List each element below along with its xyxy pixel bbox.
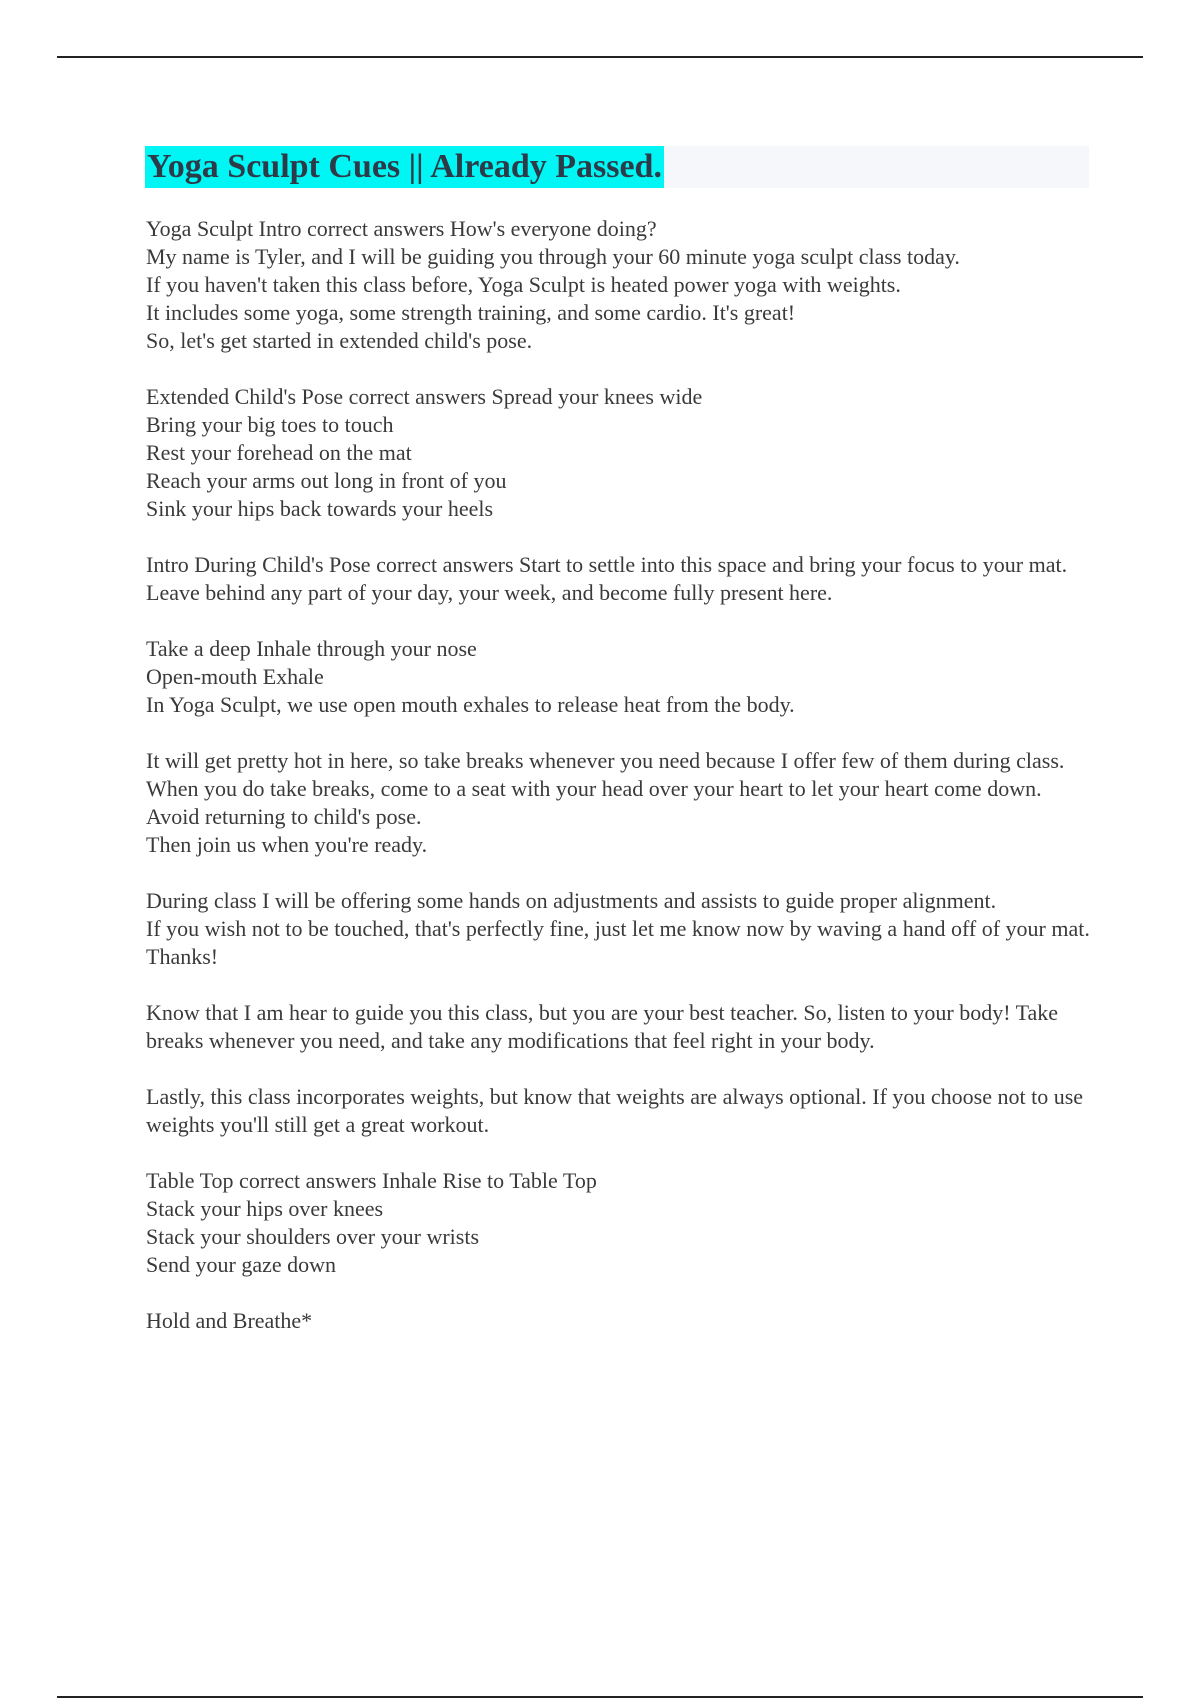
paragraph-intro-during-childs-pose	[146, 551, 1096, 607]
text-line: When you do take breaks, come to a seat with your head over your heart to let your heart come down.	[146, 776, 1042, 801]
text-line: Hold and Breathe*	[146, 1308, 313, 1333]
text-line: So, let's get started in extended child's pose.	[146, 328, 533, 353]
text-line: Bring your big toes to touch	[146, 412, 394, 437]
text-line: Intro During Child's Pose correct answers Start to settle into this space and bring your focus to your mat.	[146, 552, 1068, 577]
text-line: It includes some yoga, some strength training, and some cardio. It's great!	[146, 300, 796, 325]
text-line: It will get pretty hot in here, so take breaks whenever you need because I offer few of them during class.	[146, 748, 1065, 773]
text-line: Table Top correct answers Inhale Rise to Table Top	[146, 1168, 597, 1193]
text-line: Rest your forehead on the mat	[146, 440, 412, 465]
text-line: Lastly, this class incorporates weights, but know that weights are always optional. If you choose not to use weights you'll still get a great workout.	[146, 1084, 1084, 1137]
document-body	[146, 215, 1096, 1363]
text-line: Take a deep Inhale through your nose	[146, 636, 477, 661]
paragraph-breaks	[146, 747, 1096, 859]
paragraph-adjustments	[146, 887, 1096, 971]
text-line: If you wish not to be touched, that's perfectly fine, just let me know now by waving a hand off of your mat.	[146, 916, 1090, 941]
paragraph-table-top	[146, 1167, 1096, 1279]
text-line: Send your gaze down	[146, 1252, 337, 1277]
bottom-rule	[57, 1696, 1143, 1698]
paragraph-best-teacher	[146, 999, 1096, 1055]
text-line: Thanks!	[146, 944, 219, 969]
title-bar	[145, 146, 1089, 188]
paragraph-weights	[146, 1083, 1096, 1139]
text-line: Stack your shoulders over your wrists	[146, 1224, 480, 1249]
text-line: Stack your hips over knees	[146, 1196, 384, 1221]
paragraph-intro	[146, 215, 1096, 355]
text-line: Open-mouth Exhale	[146, 664, 324, 689]
text-line: Yoga Sculpt Intro correct answers How's everyone doing?	[146, 216, 657, 241]
text-line: Then join us when you're ready.	[146, 832, 428, 857]
paragraph-hold-and-breathe	[146, 1307, 1096, 1335]
text-line: Know that I am hear to guide you this class, but you are your best teacher. So, listen to your body! Take breaks whenever you need, and take any modifications that feel right in your body.	[146, 1000, 1059, 1053]
paragraph-extended-childs-pose	[146, 383, 1096, 523]
paragraph-breathing	[146, 635, 1096, 719]
text-line: Avoid returning to child's pose.	[146, 804, 422, 829]
text-line: If you haven't taken this class before, Yoga Sculpt is heated power yoga with weights.	[146, 272, 901, 297]
text-line: During class I will be offering some hands on adjustments and assists to guide proper alignment.	[146, 888, 997, 913]
text-line: Leave behind any part of your day, your week, and become fully present here.	[146, 580, 833, 605]
text-line: In Yoga Sculpt, we use open mouth exhales to release heat from the body.	[146, 692, 795, 717]
text-line: Reach your arms out long in front of you	[146, 468, 507, 493]
text-line: Sink your hips back towards your heels	[146, 496, 494, 521]
top-rule	[57, 56, 1143, 58]
document-title: Yoga Sculpt Cues || Already Passed.	[145, 146, 664, 188]
text-line: Extended Child's Pose correct answers Spread your knees wide	[146, 384, 703, 409]
text-line: My name is Tyler, and I will be guiding you through your 60 minute yoga sculpt class today.	[146, 244, 960, 269]
